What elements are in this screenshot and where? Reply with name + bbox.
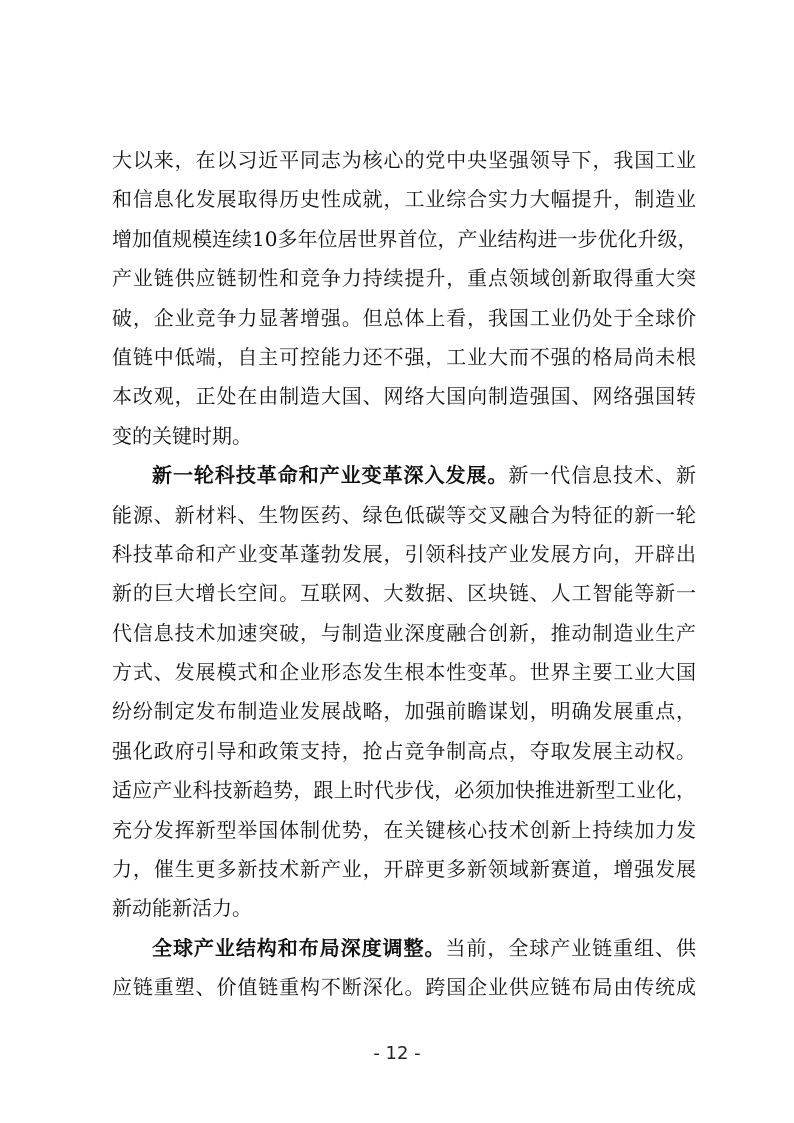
text-line: 充分发挥新型举国体制优势，在关键核心技术创新上持续加力发: [112, 817, 696, 842]
text-line: 新动能新活力。: [112, 896, 252, 921]
text-line: 值链中低端，自主可控能力还不强，工业大而不强的格局尚未根: [112, 344, 696, 369]
text-line: 大以来，在以习近平同志为核心的党中央坚强领导下，我国工业: [112, 148, 696, 172]
paragraph-1: [112, 141, 696, 456]
text-line: 和信息化发展取得历史性成就，工业综合实力大幅提升，制造业: [112, 187, 696, 212]
page-number: - 12 -: [373, 1043, 421, 1064]
text-run: 新一代信息技术、新: [508, 463, 697, 488]
text-line: 破，企业竞争力显著增强。但总体上看，我国工业仍处于全球价: [112, 305, 696, 330]
text-run: 当前，全球产业链重组、供: [445, 935, 697, 960]
paragraph-heading: 全球产业结构和布局深度调整。: [152, 935, 446, 960]
text-line: 纷纷制定发布制造业发展战略，加强前瞻谋划，明确发展重点，: [112, 699, 696, 724]
paragraph-first-line: [112, 456, 696, 495]
text-line: 新的巨大增长空间。互联网、大数据、区块链、人工智能等新一: [112, 581, 696, 606]
text-line: 本改观，正处在由制造大国、网络大国向制造强国、网络强国转: [112, 384, 696, 409]
text-line: 代信息技术加速突破，与制造业深度融合创新，推动制造业生产: [112, 620, 696, 645]
paragraph-heading: 新一轮科技革命和产业变革深入发展。: [152, 463, 509, 488]
text-line: 适应产业科技新趋势，跟上时代步伐，必须加快推进新型工业化，: [112, 778, 696, 803]
text-line: 产业链供应链韧性和竞争力持续提升，重点领域创新取得重大突: [112, 266, 696, 291]
text-line: 方式、发展模式和企业形态发生根本性变革。世界主要工业大国: [112, 660, 696, 685]
text-line: 应链重塑、价值链重构不断深化。跨国企业供应链布局由传统成: [112, 975, 696, 1000]
text-line: 能源、新材料、生物医药、绿色低碳等交叉融合为特征的新一轮: [112, 502, 696, 527]
text-line: 科技革命和产业变革蓬勃发展，引领科技产业发展方向，开辟出: [112, 541, 696, 566]
body-text: [112, 141, 696, 1008]
text-line: 力，催生更多新技术新产业，开辟更多新领域新赛道，增强发展: [112, 857, 696, 882]
paragraph-first-line: [112, 929, 696, 968]
text-line: 变的关键时期。: [112, 423, 252, 448]
text-line: 强化政府引导和政策支持，抢占竞争制高点，夺取发展主动权。: [112, 738, 696, 763]
text-line: 增加值规模连续10多年位居世界首位，产业结构进一步优化升级，: [112, 226, 698, 251]
paragraph-3: [112, 929, 696, 1008]
paragraph-2: [112, 456, 696, 929]
